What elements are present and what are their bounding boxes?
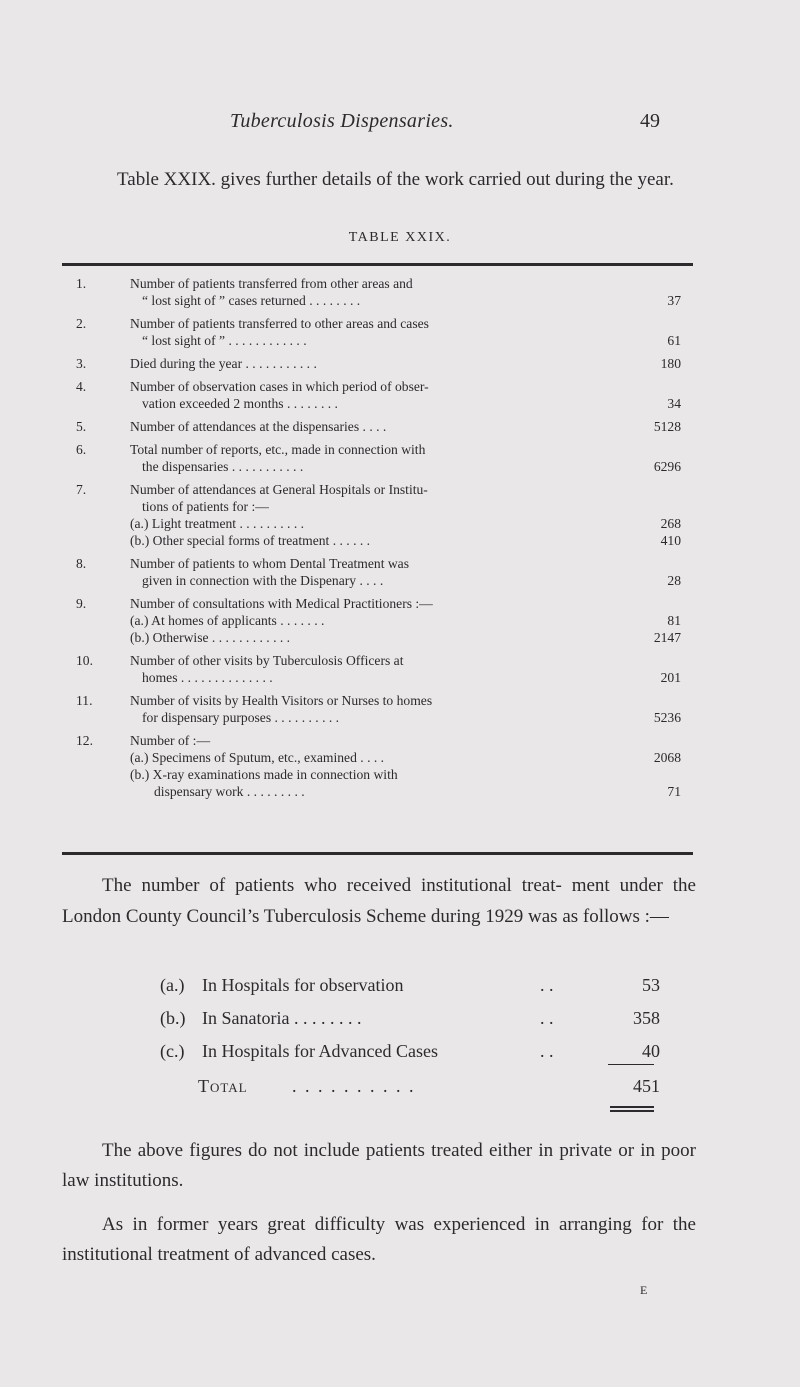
double-rule-top bbox=[610, 1106, 654, 1108]
institutional-text: In Hospitals for observation bbox=[202, 975, 404, 995]
institutional-value: 53 bbox=[642, 975, 660, 995]
sub-row-label: (a.) Light treatment . . . . . . . . . . bbox=[130, 516, 305, 531]
institutional-text: In Hospitals for Advanced Cases bbox=[202, 1041, 438, 1061]
sub-row-label: (a.) Specimens of Sputum, etc., examined . . . . bbox=[130, 750, 385, 765]
row-description bbox=[130, 555, 588, 589]
table-row bbox=[62, 595, 693, 646]
row-description-line: Number of observation cases in which period of obser- bbox=[130, 379, 429, 394]
sub-row bbox=[62, 612, 693, 629]
row-number: 1. bbox=[76, 276, 87, 291]
row-value: 28 bbox=[667, 573, 681, 588]
sub-row-label: (a.) At homes of applicants . . . . . . . bbox=[130, 613, 325, 628]
institutional-leader-dots: . . bbox=[540, 1008, 554, 1028]
row-description bbox=[130, 418, 588, 435]
row-description-line: vation exceeded 2 months . . . . . . . . bbox=[142, 396, 338, 411]
sub-row-value: 71 bbox=[667, 784, 681, 799]
table-caption: TABLE XXIX. bbox=[348, 230, 452, 245]
sub-row-label: (b.) X-ray examinations made in connection with bbox=[130, 767, 398, 782]
statistics-table bbox=[62, 275, 693, 806]
institutional-label: (b.) bbox=[160, 1008, 186, 1028]
table-row bbox=[62, 418, 693, 435]
row-number: 8. bbox=[76, 556, 87, 571]
institutional-value: 358 bbox=[633, 1008, 660, 1028]
sub-row-label: (b.) Other special forms of treatment . . . . . . bbox=[130, 533, 371, 548]
table-row bbox=[62, 481, 693, 549]
double-rule-bottom bbox=[610, 1110, 654, 1112]
table-row bbox=[62, 315, 693, 349]
row-description-line: Number of attendances at the dispensaries . . . . bbox=[130, 419, 387, 434]
table-row bbox=[62, 275, 693, 309]
row-value: 34 bbox=[667, 396, 681, 411]
sub-row bbox=[62, 749, 693, 766]
institutional-label: (c.) bbox=[160, 1041, 185, 1061]
institutional-value: 40 bbox=[642, 1041, 660, 1061]
row-description bbox=[130, 481, 588, 515]
page-number: 49 bbox=[640, 110, 660, 132]
row-number: 2. bbox=[76, 316, 87, 331]
sub-row bbox=[62, 766, 693, 800]
row-description-line: Number of patients transferred to other areas and cases bbox=[130, 316, 429, 331]
table-row bbox=[62, 652, 693, 686]
row-description bbox=[130, 355, 588, 372]
institutional-leader-dots: . . bbox=[540, 1041, 554, 1061]
row-description-line: Died during the year . . . . . . . . . . . bbox=[130, 356, 317, 371]
row-description bbox=[130, 652, 588, 686]
row-description-line: homes . . . . . . . . . . . . . . bbox=[142, 670, 273, 685]
table-bottom-rule bbox=[62, 852, 693, 855]
row-value: 6296 bbox=[653, 459, 681, 474]
row-description-line: for dispensary purposes . . . . . . . . . . bbox=[142, 710, 340, 725]
table-row bbox=[62, 692, 693, 726]
row-description-line: tions of patients for :— bbox=[142, 499, 269, 514]
row-description-line: “ lost sight of ” cases returned . . . . . . . . bbox=[142, 293, 361, 308]
sub-row-value: 410 bbox=[660, 533, 681, 548]
row-value: 37 bbox=[667, 293, 681, 308]
row-description bbox=[130, 692, 588, 726]
row-description-line: Number of patients transferred from other areas and bbox=[130, 276, 413, 291]
total-leader-dots: . . . . . . . . . . bbox=[292, 1076, 416, 1096]
row-description-line: “ lost sight of ” . . . . . . . . . . . . bbox=[142, 333, 307, 348]
row-description-line: Number of other visits by Tuberculosis Officers at bbox=[130, 653, 404, 668]
row-value: 5128 bbox=[653, 419, 681, 434]
row-description bbox=[130, 315, 588, 349]
institutional-leader-dots: . . bbox=[540, 975, 554, 995]
row-number: 9. bbox=[76, 596, 87, 611]
row-number: 12. bbox=[76, 733, 93, 748]
sub-row-value: 268 bbox=[660, 516, 681, 531]
row-description-line: Number of attendances at General Hospitals or Institu- bbox=[130, 482, 428, 497]
sum-rule bbox=[608, 1064, 654, 1065]
intro-paragraph: Table XXIX. gives further details of the work carried out during the year. bbox=[117, 169, 674, 190]
sub-row-value: 2068 bbox=[653, 750, 681, 765]
row-description bbox=[130, 595, 588, 612]
row-number: 5. bbox=[76, 419, 87, 434]
signature-mark: E bbox=[640, 1283, 648, 1297]
row-description bbox=[130, 275, 588, 309]
sub-row bbox=[62, 532, 693, 549]
table-row bbox=[62, 555, 693, 589]
row-value: 180 bbox=[660, 356, 681, 371]
row-description bbox=[130, 732, 588, 749]
row-description-line: given in connection with the Dispenary . . . . bbox=[142, 573, 384, 588]
institutional-text: In Sanatoria . . . . . . . . bbox=[202, 1008, 362, 1028]
sub-row bbox=[62, 629, 693, 646]
running-header-title: Tuberculosis Dispensaries. bbox=[230, 110, 454, 132]
row-number: 4. bbox=[76, 379, 87, 394]
row-description-line: Number of consultations with Medical Practitioners :— bbox=[130, 596, 433, 611]
total-value: 451 bbox=[633, 1076, 660, 1096]
table-row bbox=[62, 355, 693, 372]
row-description-line: the dispensaries . . . . . . . . . . . bbox=[142, 459, 304, 474]
table-row bbox=[62, 441, 693, 475]
institutional-label: (a.) bbox=[160, 975, 185, 995]
row-number: 3. bbox=[76, 356, 87, 371]
sub-row bbox=[62, 515, 693, 532]
row-description-line: Number of :— bbox=[130, 733, 211, 748]
row-number: 10. bbox=[76, 653, 93, 668]
total-label: Total bbox=[198, 1076, 248, 1096]
sub-row-value: 2147 bbox=[653, 630, 681, 645]
row-number: 11. bbox=[76, 693, 93, 708]
row-number: 7. bbox=[76, 482, 87, 497]
table-row bbox=[62, 378, 693, 412]
row-description bbox=[130, 378, 588, 412]
row-description-line: Number of patients to whom Dental Treatment was bbox=[130, 556, 410, 571]
difficulty-paragraph: As in former years great difficulty was experienced in arranging for the institutional treatment of advanced cases. bbox=[62, 1214, 696, 1265]
sub-row-label: (b.) Otherwise . . . . . . . . . . . . bbox=[130, 630, 291, 645]
row-number: 6. bbox=[76, 442, 87, 457]
row-value: 5236 bbox=[653, 710, 681, 725]
row-description-line: Total number of reports, etc., made in connection with bbox=[130, 442, 426, 457]
exclusions-paragraph: The above figures do not include patients treated either in private or in poor law institutions. bbox=[62, 1140, 696, 1191]
sub-row-label-continuation: dispensary work . . . . . . . . . bbox=[154, 784, 305, 799]
table-row bbox=[62, 732, 693, 800]
sub-row-value: 81 bbox=[667, 613, 681, 628]
row-description bbox=[130, 441, 588, 475]
row-value: 201 bbox=[660, 670, 681, 685]
table-top-rule bbox=[62, 263, 693, 266]
row-description-line: Number of visits by Health Visitors or Nurses to homes bbox=[130, 693, 433, 708]
row-value: 61 bbox=[667, 333, 681, 348]
institutional-treatment-paragraph: The number of patients who received institutional treat- ment under the London County Council’s Tuberculosis Scheme during 1929 was as follows :— bbox=[62, 875, 696, 927]
